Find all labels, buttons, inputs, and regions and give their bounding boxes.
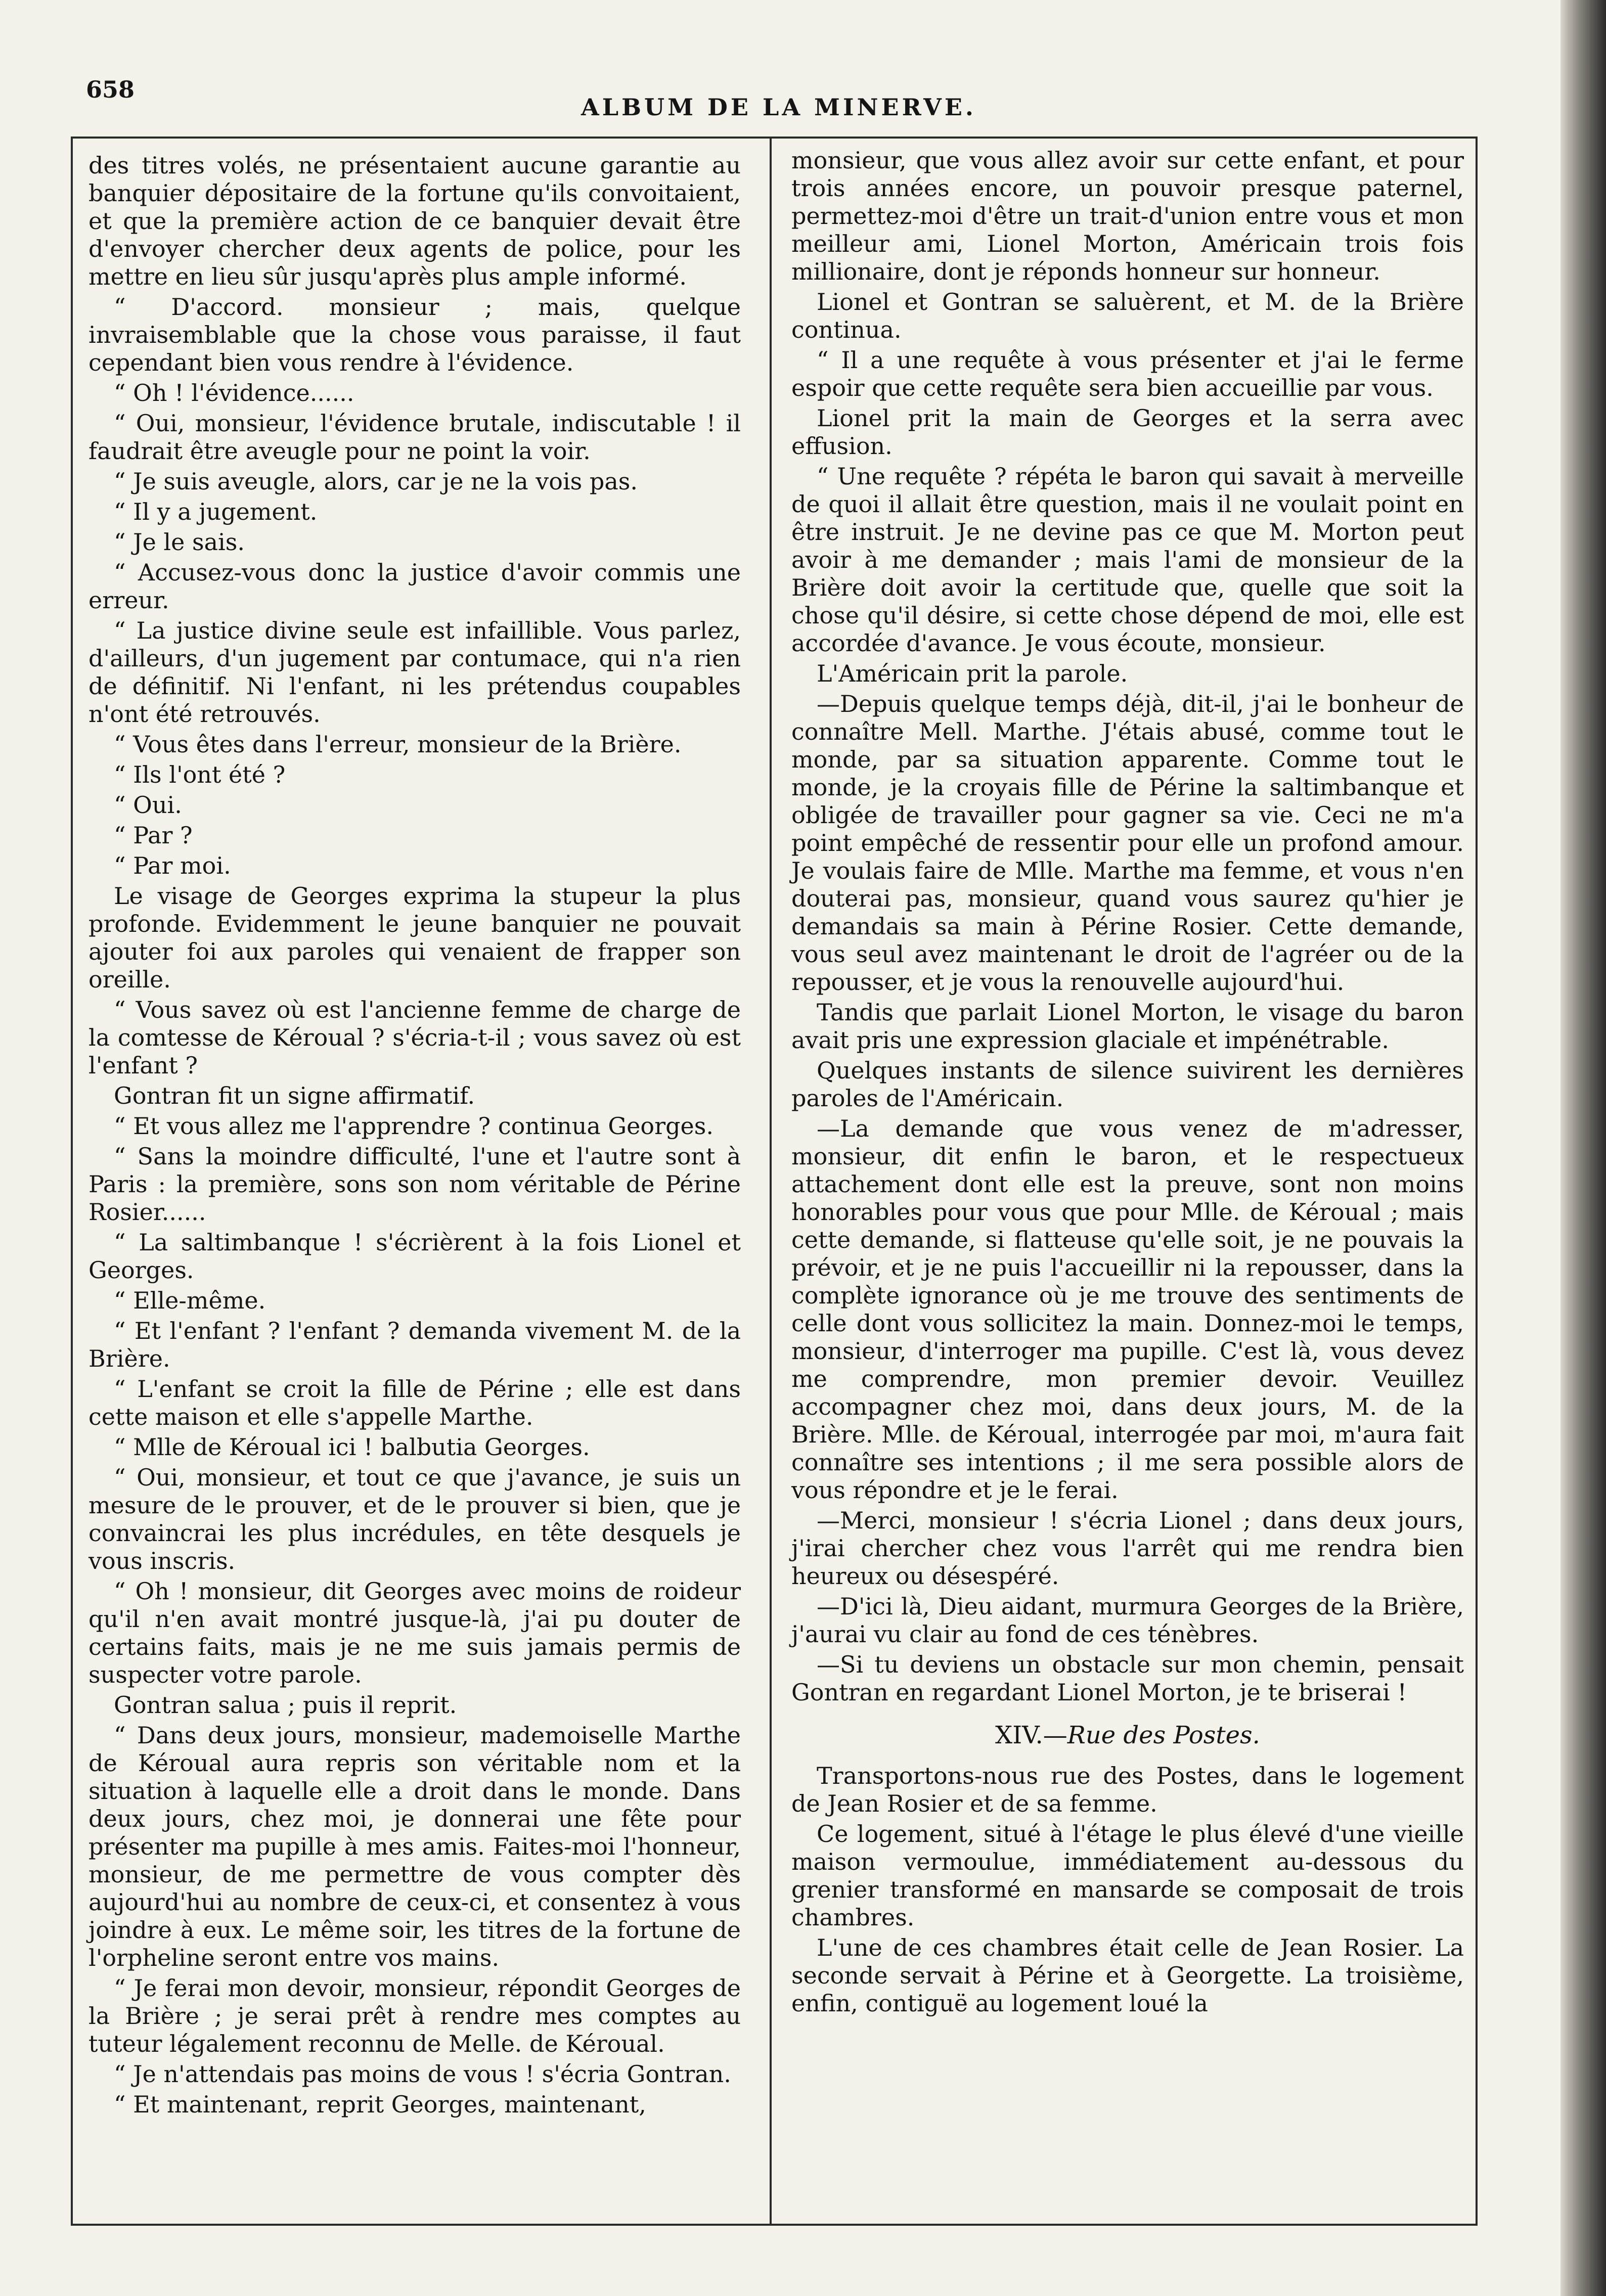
paragraph: —La demande que vous venez de m'adresser, monsieur, dit enfin le baron, et le respectueux attachement dont elle est la preuve, sont non moins honorables pour vous que pour Mlle. de Kéroual ; mais cette demande, si flatteuse qu'elle soit, je ne pouvais la prévoir, et je ne puis l'accueillir ni la repousser, dans la complète ignorance où je me trouve des sentiments de celle dont vous sollicitez la main. Donnez-moi le temps, monsieur, d'interroger ma pupille. C'est là, vous devez me comprendre, mon premier devoir. Veuillez accompagner chez moi, dans deux jours, M. de la Brière. Mlle. de Kéroual, interrogée par moi, m'aura fait connaître ses intentions ; il me sera possible alors de vous répondre et je le ferai. bbox=[791, 1115, 1464, 1504]
paragraph: “ Et l'enfant ? l'enfant ? demanda vivement M. de la Brière. bbox=[88, 1317, 741, 1372]
paragraph: Lionel et Gontran se saluèrent, et M. de la Brière continua. bbox=[791, 288, 1464, 343]
right-column-text-after bbox=[791, 1762, 1464, 2017]
right-rule bbox=[1476, 137, 1478, 2225]
paragraph: L'Américain prit la parole. bbox=[817, 660, 1128, 687]
column-divider bbox=[770, 137, 772, 2225]
paragraph: “ Il a une requête à vous présenter et j'ai le ferme espoir que cette requête sera bien accueillie par vous. bbox=[791, 346, 1464, 401]
paragraph: Tandis que parlait Lionel Morton, le visage du baron avait pris une expression glaciale et impénétrable. bbox=[791, 999, 1464, 1054]
paragraph: des titres volés, ne présentaient aucune garantie au banquier dépositaire de la fortune qu'ils convoitaient, et que la première action de ce banquier devait être d'envoyer chercher deux agents de police, pour les mettre en lieu sûr jusqu'après plus ample informé. bbox=[88, 152, 741, 290]
paragraph: “ Je n'attendais pas moins de vous ! s'écria Gontran. bbox=[114, 2060, 731, 2088]
paragraph: “ La saltimbanque ! s'écrièrent à la fois Lionel et Georges. bbox=[88, 1229, 741, 1284]
paragraph: “ Sans la moindre difficulté, l'une et l'autre sont à Paris : la première, sons son nom véritable de Périne Rosier...... bbox=[88, 1143, 741, 1226]
paragraph: “ Il y a jugement. bbox=[114, 498, 318, 525]
paragraph: “ Et maintenant, reprit Georges, maintenant, bbox=[114, 2091, 646, 2118]
paragraph: “ Je suis aveugle, alors, car je ne la vois pas. bbox=[114, 468, 638, 495]
left-column bbox=[88, 152, 741, 2121]
paragraph: “ Accusez-vous donc la justice d'avoir commis une erreur. bbox=[88, 559, 741, 614]
paragraph: monsieur, que vous allez avoir sur cette enfant, et pour trois années encore, un pouvoir presque paternel, permettez-moi d'être un trait-d'union entre vous et mon meilleur ami, Lionel Morton, Américain trois fois millionaire, dont je réponds honneur sur honneur. bbox=[791, 147, 1464, 285]
paragraph: —Merci, monsieur ! s'écria Lionel ; dans deux jours, j'irai chercher chez vous l'arrêt qui me rendra bien heureux ou désespéré. bbox=[791, 1507, 1464, 1590]
paragraph: “ Oui, monsieur, et tout ce que j'avance, je suis un mesure de le prouver, et de le prouver si bien, que je convaincrai les plus incrédules, en tête desquels je vous inscris. bbox=[88, 1464, 741, 1574]
paragraph: Le visage de Georges exprima la stupeur la plus profonde. Evidemment le jeune banquier ne pouvait ajouter foi aux paroles qui venaient de frapper son oreille. bbox=[88, 882, 741, 993]
section-number: XIV.— bbox=[995, 1721, 1067, 1749]
paragraph: —Si tu deviens un obstacle sur mon chemin, pensait Gontran en regardant Lionel Morton, je te briserai ! bbox=[791, 1651, 1464, 1706]
paragraph: “ La justice divine seule est infaillible. Vous parlez, d'ailleurs, d'un jugement par contumace, qui n'a rien de définitif. Ni l'enfant, ni les prétendus coupables n'ont été retrouvés. bbox=[88, 617, 741, 728]
paragraph: L'une de ces chambres était celle de Jean Rosier. La seconde servait à Périne et à Georgette. La troisième, enfin, contiguë au logement loué la bbox=[791, 1934, 1464, 2017]
left-rule bbox=[71, 137, 73, 2225]
paragraph: “ Ils l'ont été ? bbox=[114, 761, 286, 788]
paragraph: “ Vous savez où est l'ancienne femme de charge de la comtesse de Kéroual ? s'écria-t-il ; vous savez où est l'enfant ? bbox=[88, 996, 741, 1079]
paragraph: “ Et vous allez me l'apprendre ? continua Georges. bbox=[114, 1112, 713, 1140]
paragraph: “ Je ferai mon devoir, monsieur, répondit Georges de la Brière ; je serai prêt à rendre mes comptes au tuteur légalement reconnu de Melle. de Kéroual. bbox=[88, 1974, 741, 2057]
paragraph: “ Une requête ? répéta le baron qui savait à merveille de quoi il allait être question, mais il ne voulait point en être instruit. Je ne devine pas ce que M. Morton peut avoir à me demander ; mais l'ami de monsieur de la Brière doit avoir la certitude que, quelle que soit la chose qu'il désire, si cette chose dépend de moi, elle est accordée d'avance. Je vous écoute, monsieur. bbox=[791, 463, 1464, 657]
paragraph: “ Dans deux jours, monsieur, mademoiselle Marthe de Kéroual aura repris son véritable nom et la situation à laquelle elle a droit dans le monde. Dans deux jours, chez moi, je donnerai une fête pour présenter ma pupille à mes amis. Faites-moi l'honneur, monsieur, de me permettre de vous compter dès aujourd'hui au nombre de ceux-ci, et consentez à vous joindre à eux. Le même soir, les titres de la fortune de l'orpheline seront entre vos mains. bbox=[88, 1722, 741, 1971]
right-column-text-before bbox=[791, 147, 1464, 1706]
paragraph: “ Oui, monsieur, l'évidence brutale, indiscutable ! il faudrait être aveugle pour ne point la voir. bbox=[88, 410, 741, 465]
running-title: ALBUM DE LA MINERVE. bbox=[581, 94, 976, 121]
paragraph: “ Oui. bbox=[114, 791, 182, 819]
right-column bbox=[791, 147, 1464, 2020]
paragraph: “ L'enfant se croit la fille de Périne ; elle est dans cette maison et elle s'appelle Marthe. bbox=[88, 1375, 741, 1430]
page-number: 658 bbox=[86, 76, 135, 103]
paragraph: “ Par moi. bbox=[114, 852, 231, 879]
paragraph: Quelques instants de silence suivirent les dernières paroles de l'Américain. bbox=[791, 1057, 1464, 1112]
page-header bbox=[81, 76, 1477, 131]
paragraph: “ Elle-même. bbox=[114, 1287, 266, 1314]
bottom-rule bbox=[71, 2224, 1478, 2226]
paragraph: Lionel prit la main de Georges et la serra avec effusion. bbox=[791, 404, 1464, 460]
paragraph: “ D'accord. monsieur ; mais, quelque invraisemblable que la chose vous paraisse, il faut cependant bien vous rendre à l'évidence. bbox=[88, 293, 741, 376]
paragraph: —Depuis quelque temps déjà, dit-il, j'ai le bonheur de connaître Mell. Marthe. J'étais abusé, comme tout le monde, par sa situation apparente. Comme tout le monde, je la croyais fille de Périne la saltimbanque et obligée de travailler pour gagner sa vie. Ceci ne m'a point empêché de ressentir pour elle un profond amour. Je voulais faire de Mlle. Marthe ma femme, et vous n'en douterai pas, monsieur, quand vous saurez qu'hier je demandais sa main à Périne Rosier. Cette demande, vous seul avez maintenant le droit de l'agréer ou de la repousser, et je vous la renouvelle aujourd'hui. bbox=[791, 690, 1464, 996]
paragraph: Transportons-nous rue des Postes, dans le logement de Jean Rosier et de sa femme. bbox=[791, 1762, 1464, 1817]
paragraph: Gontran salua ; puis il reprit. bbox=[114, 1691, 457, 1719]
paragraph: “ Oh ! l'évidence...... bbox=[114, 379, 354, 407]
paragraph: “ Je le sais. bbox=[114, 528, 245, 556]
top-rule bbox=[71, 137, 1477, 139]
section-title: Rue des Postes. bbox=[1067, 1721, 1260, 1749]
paragraph: “ Mlle de Kéroual ici ! balbutia Georges. bbox=[114, 1433, 590, 1461]
paragraph: “ Oh ! monsieur, dit Georges avec moins de roideur qu'il n'en avait montré jusque-là, j'ai pu douter de certains faits, mais je ne me suis jamais permis de suspecter votre parole. bbox=[88, 1578, 741, 1688]
page-edge-shadow bbox=[1560, 0, 1606, 2296]
paragraph: “ Vous êtes dans l'erreur, monsieur de la Brière. bbox=[114, 731, 682, 758]
paragraph: “ Par ? bbox=[114, 822, 193, 849]
paragraph: —D'ici là, Dieu aidant, murmura Georges de la Brière, j'aurai vu clair au fond de ces ténèbres. bbox=[791, 1593, 1464, 1648]
paragraph: Gontran fit un signe affirmatif. bbox=[114, 1082, 475, 1109]
paragraph: Ce logement, situé à l'étage le plus élevé d'une vieille maison vermoulue, immédiatement au-dessous du grenier transformé en mansarde se composait de trois chambres. bbox=[791, 1820, 1464, 1931]
section-heading bbox=[791, 1722, 1464, 1749]
